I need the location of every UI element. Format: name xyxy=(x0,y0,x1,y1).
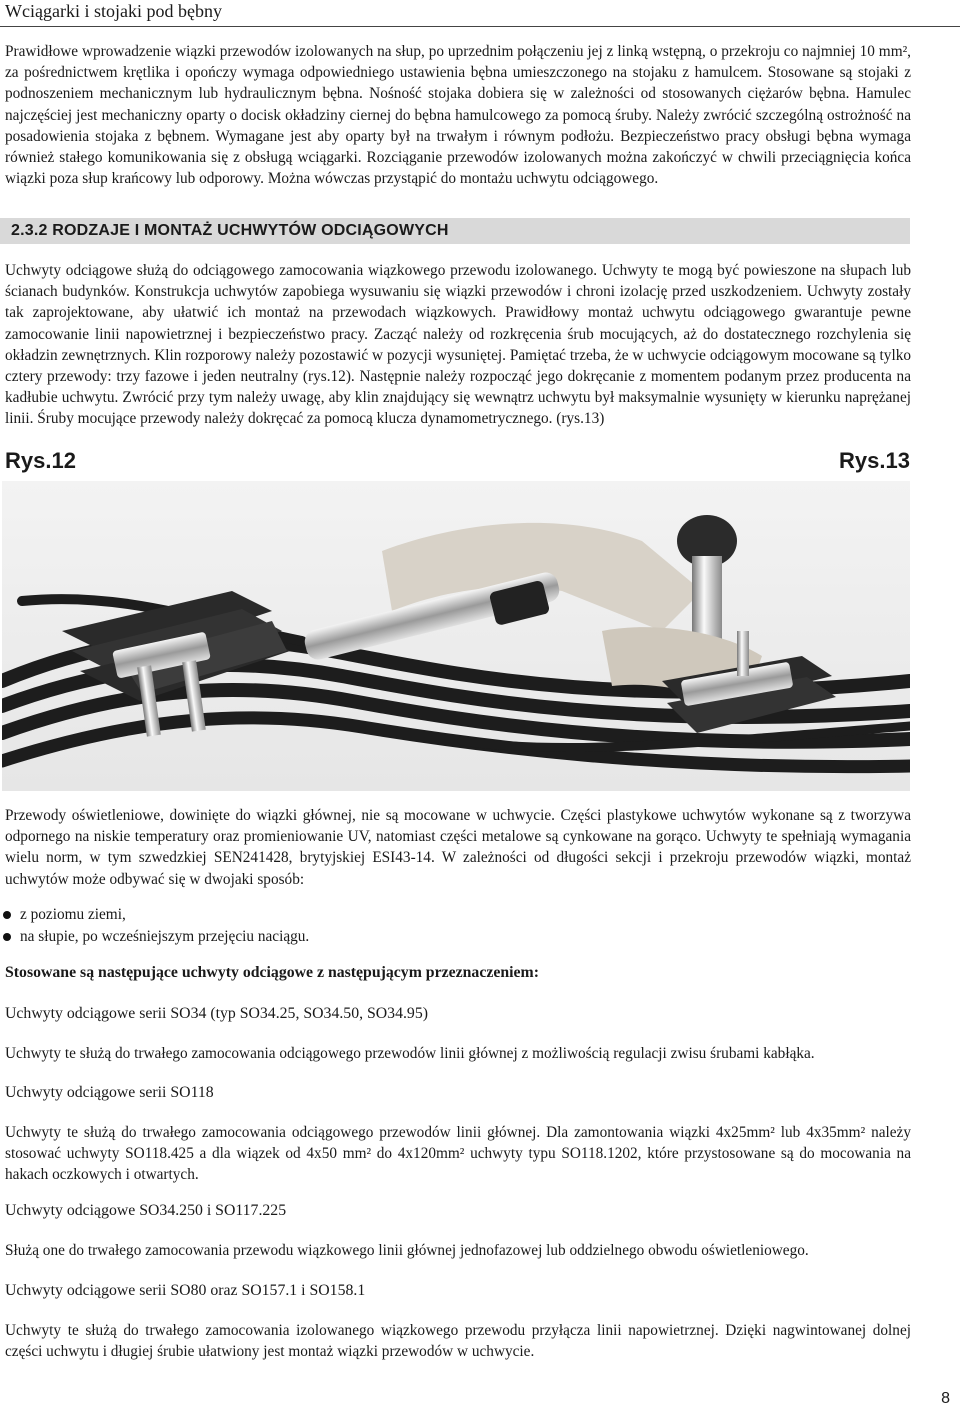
installation-method-list xyxy=(0,904,309,948)
bullet-dot-icon xyxy=(3,911,11,919)
section-title: 2.3.2 RODZAJE I MONTAŻ UCHWYTÓW ODCIĄGOWYCH xyxy=(11,222,449,239)
type-heading-so118: Uchwyty odciągowe serii SO118 xyxy=(5,1084,214,1101)
type-heading-so34-250: Uchwyty odciągowe SO34.250 i SO117.225 xyxy=(5,1202,287,1219)
type-heading-so80: Uchwyty odciągowe serii SO80 oraz SO157.1 i SO158.1 xyxy=(5,1282,366,1299)
type-text-so34-250: Służą one do trwałego zamocowania przewodu wiązkowego linii głównej jednofazowej lub oddzielnego obwodu oświetleniowego. xyxy=(5,1242,809,1259)
bullet-dot-icon xyxy=(3,933,11,941)
after-figures-paragraph: Przewody oświetleniowe, dowinięte do wiązki głównej, nie są mocowane w uchwycie. Części plastykowe uchwytów wykonane są z tworzywa odpornego na niskie temperatury oraz promieniowanie UV, natomiast części metalowe są cynkowane na gorąco. Uchwyty te spełniają wymagania wielu norm, w tym szwedzkiej SEN241428, brytyjskiej ESI43-14. W zależności od długości sekcji i przekroju przewodów wiązki, montaż uchwytów może odbywać się w dwojaki sposób: xyxy=(5,807,911,888)
page-number: 8 xyxy=(941,1390,950,1407)
header-divider xyxy=(0,26,960,27)
type-heading-so34: Uchwyty odciągowe serii SO34 (typ SO34.25, SO34.50, SO34.95) xyxy=(5,1005,428,1022)
figure-label-left: Rys.12 xyxy=(5,448,76,473)
type-text-so118: Uchwyty te służą do trwałego zamocowania odciągowego przewodów linii głównej. Dla zamontowania wiązki 4x25mm² lub 4x35mm² należy stosować uchwyty SO118.425 a dla wiązek od 4x50 mm² do 4x120mm² uchwyty typu SO118.1202, które przystosowane są do mocowania na hakach oczkowych i otwartych. xyxy=(5,1124,911,1184)
types-intro-heading: Stosowane są następujące uchwyty odciągowe z następującym przeznaczeniem: xyxy=(5,964,539,981)
figure-photo xyxy=(2,481,910,791)
type-text-so80: Uchwyty te służą do trwałego zamocowania izolowanego wiązkowego przewodu przyłącza linii napowietrznej. Dzięki nagwintowanej dolnej części uchwytu i długiej śrubie ułatwiony jest montaż wiązki przewodów w uchwycie. xyxy=(5,1322,911,1361)
section-heading-bar xyxy=(0,218,910,244)
figure-photo-illustration xyxy=(2,481,910,791)
list-item: na słupie, po wcześniejszym przejęciu naciągu. xyxy=(0,926,309,948)
list-item: z poziomu ziemi, xyxy=(0,904,309,926)
type-text-so34: Uchwyty te służą do trwałego zamocowania odciągowego przewodów linii głównej z możliwością regulacji zwisu śrubami kabłąka. xyxy=(5,1045,815,1062)
page-header-title: Wciągarki i stojaki pod bębny xyxy=(5,1,222,21)
intro-paragraph: Prawidłowe wprowadzenie wiązki przewodów izolowanych na słup, po uprzednim połączeniu jej z linką wstępną, o przekroju co najmniej 10 mm², za pośrednictwem krętlika i opończy wymaga odpowiedniego ustawienia bębna umieszczonego na stojaku z hamulcem. Stosowane są stojaki z podnoszeniem mechanicznym lub hydraulicznym bębna. Nośność stojaka dobiera się w zależności od stosowanych ciężarów bębna. Hamulec najczęściej jest mechaniczny oparty o docisk okładziny ciernej do bębna hamulcowego za pomocą śruby. Należy zwrócić szczególną ostrożność na posadowienia stojaka z bębnem. Wymagane jest aby oparty był na trwałym i równym podłożu. Bezpieczeństwo pracy obsługi bębna wymaga również stałego komunikowania się z obsługą wciągarki. Rozciąganie przewodów izolowanych można zakończyć w chwili przeciągnięcia końca wiązki poza słup krańcowy lub odporowy. Można wówczas przystąpić do montażu uchwytu odciągowego. xyxy=(5,43,911,188)
section-paragraph: Uchwyty odciągowe służą do odciągowego zamocowania wiązkowego przewodu izolowanego. Uchwyty te mogą być powieszone na słupach lub ścianach budynków. Konstrukcja uchwytów zapobiega wysuwaniu się wiązki przewodów i chroni izolację przed uszkodzeniem. Uchwyty zostały tak zaprojektowane, aby ułatwić ich montaż na przewodach wiązkowych. Prawidłowy montaż uchwytu odciągowego gwarantuje pewne zamocowanie linii napowietrznej i bezpieczeństwo pracy. Zacząć należy od rozkręcenia śrub mocujących, aż do dostatecznego rozchylenia się okładzin zewnętrznych. Klin rozporowy należy pozostawić w pozycji wysuniętej. Pamiętać trzeba, że w uchwycie odciągowym mocowane są tylko cztery przewody: trzy fazowe i jeden neutralny (rys.12). Następnie należy rozpocząć jego dokręcanie z momentem podanym przez producenta na kadłubie uchwytu. Zwrócić przy tym należy uwagę, aby klin znajdujący się wewnątrz uchwytu był maksymalnie wysunięty w kierunku naprężanej linii. Śruby mocujące przewody należy dokręcać za pomocą klucza dynamometrycznego. (rys.13) xyxy=(5,262,911,428)
figure-label-right: Rys.13 xyxy=(839,448,910,473)
